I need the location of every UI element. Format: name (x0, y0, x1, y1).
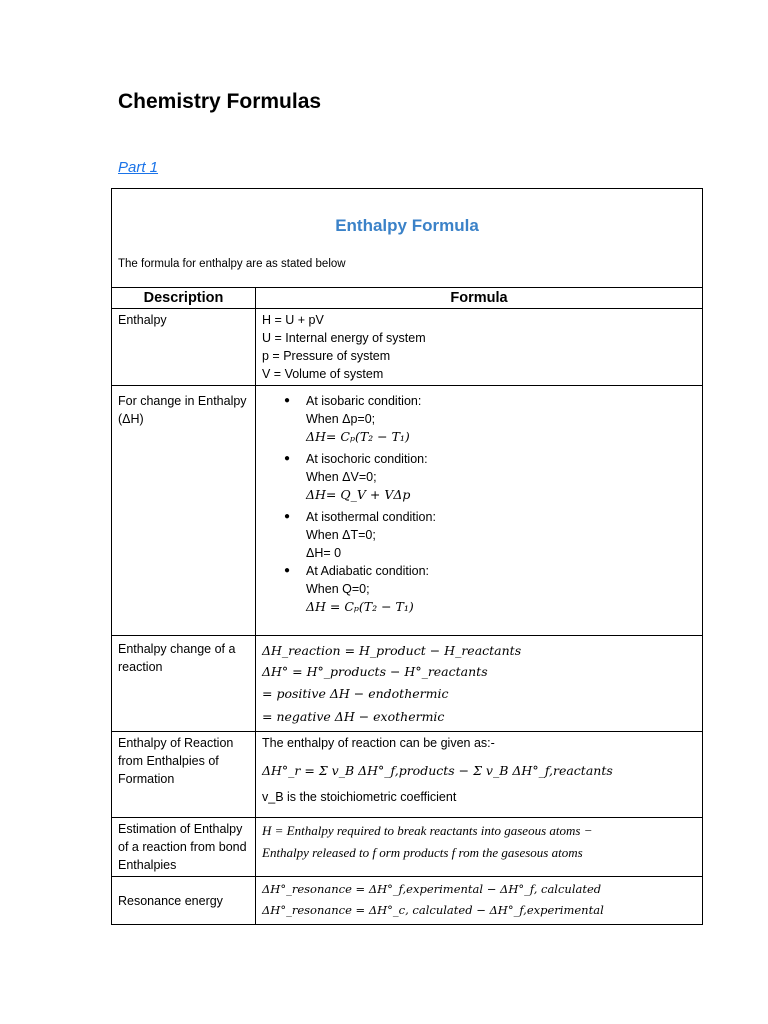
table-row (112, 309, 703, 386)
formula-line: ΔH°_resonance = ΔH°_c, calculated − ΔH°_f,experimental (262, 903, 604, 917)
formula-line: = positive ΔH − endothermic (262, 686, 449, 701)
condition-equation: ΔH = Cₚ(T₂ − T₁) (306, 599, 414, 614)
formula-line: ΔH°_resonance = ΔH°_f,experimental − ΔH°_f, calculated (262, 882, 602, 896)
formula-line: H = U + pV (262, 313, 324, 327)
row-description: Estimation of Enthalpy of a reaction from bond Enthalpies (112, 818, 256, 877)
formula-line: = negative ΔH − exothermic (262, 709, 445, 724)
formula-line: ΔH° = H°_products − H°_reactants (262, 664, 488, 679)
condition-label: ● At isobaric condition: (306, 394, 422, 408)
row-formula (256, 309, 703, 386)
table-row (112, 818, 703, 877)
row-description: Resonance energy (112, 877, 256, 925)
row-description: Enthalpy (112, 309, 256, 386)
condition-label: ● At isochoric condition: (306, 452, 428, 466)
formula-line: H = Enthalpy required to break reactants into gaseous atoms − (262, 823, 593, 838)
list-item (262, 392, 696, 446)
row-description: Enthalpy change of a reaction (112, 636, 256, 732)
condition-equation: ΔH= Cₚ(T₂ − T₁) (306, 429, 410, 444)
section-heading-cell (112, 189, 703, 288)
list-item (262, 508, 696, 562)
table-row (112, 636, 703, 732)
part-1-link[interactable]: Part 1 (118, 159, 159, 176)
condition-equation: ΔH= Q_V + VΔp (306, 487, 411, 502)
formula-line: U = Internal energy of system (262, 331, 426, 345)
row-description: Enthalpy of Reaction from Enthalpies of Formation (112, 732, 256, 818)
row-formula (256, 877, 703, 925)
condition-when: When Δp=0; (306, 412, 376, 426)
formula-line: Enthalpy released to f orm products f rom the gasesous atoms (262, 845, 583, 860)
condition-when: When ΔT=0; (306, 528, 376, 542)
formula-line: p = Pressure of system (262, 349, 391, 363)
table-row (112, 732, 703, 818)
row-formula (256, 386, 703, 636)
condition-when: When ΔV=0; (306, 470, 377, 484)
condition-equation: ΔH= 0 (306, 546, 342, 560)
enthalpy-table (111, 188, 703, 925)
list-item (262, 450, 696, 504)
condition-label: ● At Adiabatic condition: (306, 564, 429, 578)
table-row (112, 386, 703, 636)
column-header-formula: Formula (256, 288, 703, 309)
formula-line: v_B is the stoichiometric coefficient (262, 790, 457, 804)
table-row (112, 877, 703, 925)
row-formula (256, 818, 703, 877)
section-heading: Enthalpy Formula (335, 216, 479, 235)
section-intro: The formula for enthalpy are as stated below (118, 258, 346, 270)
condition-when: When Q=0; (306, 582, 370, 596)
list-item (262, 562, 696, 616)
formula-line: ΔH°_r = Σ v_B ΔH°_f,products − Σ v_B ΔH°_f,reactants (262, 763, 613, 778)
row-formula (256, 636, 703, 732)
condition-label: ● At isothermal condition: (306, 510, 436, 524)
column-header-description: Description (112, 288, 256, 309)
row-formula (256, 732, 703, 818)
formula-line: ΔH_reaction = H_product − H_reactants (262, 643, 522, 658)
document-title: Chemistry Formulas (118, 90, 322, 113)
condition-list (262, 392, 696, 616)
formula-line: The enthalpy of reaction can be given as:- (262, 736, 495, 750)
row-description: For change in Enthalpy (ΔH) (112, 386, 256, 636)
formula-line: V = Volume of system (262, 367, 384, 381)
